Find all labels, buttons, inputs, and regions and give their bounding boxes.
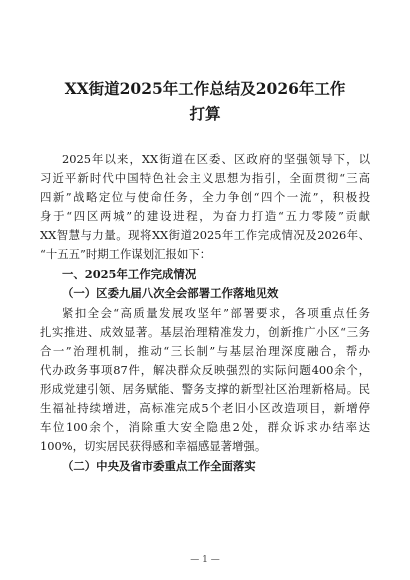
subsection-heading: （二）中央及省市委重点工作全面落实 [62,459,256,473]
body-line: 扎实推进、成效显著。基层治理精准发力，创新推广小区“三务 [40,325,370,339]
intro-line: XX智慧与力量。现将XX街道2025年工作完成情况及2026年、 [40,228,370,242]
title-line-2: 打算 [189,104,221,123]
intro-line: 身于“四区两城”的建设进程，为奋力打造“五力零陵”贡献 [40,209,370,223]
page-number: — 1 — [190,555,220,565]
intro-line: 2025年以来，XX街道在区委、区政府的坚强领导下，以 [62,152,370,166]
subsection-heading: （一）区委九届八次全会部署工作落地见效 [62,286,279,300]
body-line: 紧扣全会“高质量发展攻坚年”部署要求，各项重点任务 [62,306,370,320]
title-line-1: XX街道2025年工作总结及2026年工作 [64,79,346,98]
body-line: 车位100余个，消除重大安全隐患2处，群众诉求办结率达 [40,420,370,434]
body-line: 代办政务事项87件，解决群众反映强烈的实际问题400余个， [40,363,370,377]
body-line: 形成党建引领、居务赋能、警务支撑的新型社区治理新格局。民 [40,382,370,396]
body-line: 生福祉持续增进，高标准完成5个老旧小区改造项目，新增停 [40,401,370,415]
document-title [40,76,370,126]
section-heading: 一、2025年工作完成情况 [62,267,197,281]
body-line: 100%，切实居民获得感和幸福感显著增强。 [40,439,267,453]
intro-line: 习近平新时代中国特色社会主义思想为指引，全面贯彻“三高 [40,171,370,185]
intro-line: 四新”战略定位与使命任务，全力争创“四个一流”，积极投 [40,190,370,204]
intro-line: “十五五”时期工作谋划汇报如下： [40,247,212,261]
body-line: 合一”治理机制，推动“三长制”与基层治理深度融合，帮办 [40,344,370,358]
